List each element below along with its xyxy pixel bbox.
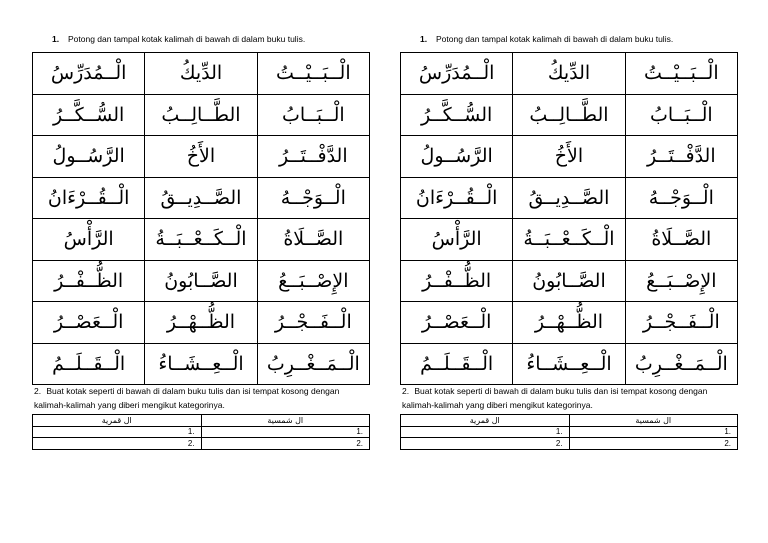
category-blank-cell: 2. xyxy=(33,438,202,450)
word-card: الأَخُ xyxy=(145,136,257,178)
word-card: الْــقُــرْءَانُ xyxy=(33,177,145,219)
category-table xyxy=(32,414,370,450)
instruction-1-text: Potong dan tampal kotak kalimah di bawah di dalam buku tulis. xyxy=(436,34,674,44)
header-syamsiah: ال شمسية xyxy=(569,415,738,427)
instruction-2-number: 2. xyxy=(402,386,410,396)
word-card: الْــقَــلَــمُ xyxy=(401,343,513,385)
word-grid-row xyxy=(33,94,370,136)
category-header-row xyxy=(401,415,738,427)
word-grid-row xyxy=(401,94,738,136)
header-qamariah: ال قمرية xyxy=(401,415,570,427)
word-grid-row xyxy=(401,260,738,302)
word-card: الرَّأْسُ xyxy=(33,219,145,261)
word-card: الْــعِــشَــاءُ xyxy=(513,343,625,385)
word-grid-row xyxy=(401,302,738,344)
word-card: الْــعَصْــرُ xyxy=(401,302,513,344)
instruction-1 xyxy=(52,34,305,44)
category-blank-cell: 1. xyxy=(569,426,738,438)
word-grid-row xyxy=(33,177,370,219)
category-blank-cell: 1. xyxy=(401,426,570,438)
word-card: الدَّفْــتَــرُ xyxy=(257,136,369,178)
word-card: الْــكَــعْــبَــةُ xyxy=(145,219,257,261)
word-card: الظُّــفْــرُ xyxy=(33,260,145,302)
word-card: الْــفَــجْــرُ xyxy=(257,302,369,344)
instruction-2-text: Buat kotak seperti di bawah di dalam buku tulis dan isi tempat kosong dengan kalimah-kalimah yang diberi mengikut kategorinya. xyxy=(402,386,708,410)
word-card: الأَخُ xyxy=(513,136,625,178)
instruction-2 xyxy=(402,384,738,412)
word-card: الدِّيكُ xyxy=(513,53,625,95)
word-grid-row xyxy=(33,53,370,95)
word-card: الصَّــلَاةُ xyxy=(257,219,369,261)
word-card: الْــوَجْــهُ xyxy=(625,177,737,219)
word-card: الدِّيكُ xyxy=(145,53,257,95)
header-syamsiah: ال شمسية xyxy=(201,415,370,427)
word-card: الظُّــفْــرُ xyxy=(401,260,513,302)
word-card: الرَّسُــولُ xyxy=(401,136,513,178)
word-grid-row xyxy=(401,177,738,219)
word-grid xyxy=(400,52,738,385)
word-grid-row xyxy=(33,219,370,261)
word-card: الطَّــالِــبُ xyxy=(513,94,625,136)
word-card: الْــفَــجْــرُ xyxy=(625,302,737,344)
word-card: الْــعِــشَــاءُ xyxy=(145,343,257,385)
word-card: الإِصْــبَــعُ xyxy=(257,260,369,302)
word-card: السُّــكَّــرُ xyxy=(33,94,145,136)
word-card: الْــوَجْــهُ xyxy=(257,177,369,219)
category-header-row xyxy=(33,415,370,427)
word-grid-row xyxy=(33,136,370,178)
word-card: الصَّــدِيــقُ xyxy=(145,177,257,219)
header-qamariah: ال قمرية xyxy=(33,415,202,427)
word-card: الدَّفْــتَــرُ xyxy=(625,136,737,178)
word-grid-row xyxy=(33,260,370,302)
word-card: الْــبَــيْــتُ xyxy=(625,53,737,95)
word-card: الرَّأْسُ xyxy=(401,219,513,261)
word-card: الْــبَــابُ xyxy=(625,94,737,136)
word-grid-row xyxy=(33,343,370,385)
word-card: الْــمَــغْــرِبُ xyxy=(625,343,737,385)
word-grid-row xyxy=(401,136,738,178)
word-card: الظُّــهْــرُ xyxy=(513,302,625,344)
word-card: الطَّــالِــبُ xyxy=(145,94,257,136)
instruction-2-text: Buat kotak seperti di bawah di dalam buku tulis dan isi tempat kosong dengan kalimah-kalimah yang diberi mengikut kategorinya. xyxy=(34,386,340,410)
word-card: الْــكَــعْــبَــةُ xyxy=(513,219,625,261)
instruction-2 xyxy=(34,384,370,412)
word-card: الْــمُدَرِّسُ xyxy=(401,53,513,95)
word-card: الْــمُدَرِّسُ xyxy=(33,53,145,95)
instruction-1-number: 1. xyxy=(420,34,428,44)
word-card: الصَّــابُونُ xyxy=(513,260,625,302)
category-table xyxy=(400,414,738,450)
word-card: الْــبَــابُ xyxy=(257,94,369,136)
word-grid-row xyxy=(401,53,738,95)
word-card: الإِصْــبَــعُ xyxy=(625,260,737,302)
word-card: الصَّــدِيــقُ xyxy=(513,177,625,219)
word-card: الْــقُــرْءَانُ xyxy=(401,177,513,219)
word-card: الصَّــابُونُ xyxy=(145,260,257,302)
word-card: الْــبَــيْــتُ xyxy=(257,53,369,95)
word-card: الرَّسُــولُ xyxy=(33,136,145,178)
word-grid-row xyxy=(401,219,738,261)
instruction-1-text: Potong dan tampal kotak kalimah di bawah di dalam buku tulis. xyxy=(68,34,306,44)
category-blank-cell: 1. xyxy=(33,426,202,438)
category-blank-cell: 2. xyxy=(401,438,570,450)
word-grid-row xyxy=(33,302,370,344)
category-blank-cell: 1. xyxy=(201,426,370,438)
word-card: الظُّــهْــرُ xyxy=(145,302,257,344)
word-grid-row xyxy=(401,343,738,385)
instruction-1 xyxy=(420,34,673,44)
category-row xyxy=(401,438,738,450)
word-card: السُّــكَّــرُ xyxy=(401,94,513,136)
category-blank-cell: 2. xyxy=(569,438,738,450)
instruction-2-number: 2. xyxy=(34,386,42,396)
word-card: الْــقَــلَــمُ xyxy=(33,343,145,385)
word-grid xyxy=(32,52,370,385)
category-row xyxy=(33,438,370,450)
word-card: الْــمَــغْــرِبُ xyxy=(257,343,369,385)
word-card: الصَّــلَاةُ xyxy=(625,219,737,261)
instruction-1-number: 1. xyxy=(52,34,60,44)
word-card: الْــعَصْــرُ xyxy=(33,302,145,344)
category-row xyxy=(33,426,370,438)
category-blank-cell: 2. xyxy=(201,438,370,450)
category-row xyxy=(401,426,738,438)
